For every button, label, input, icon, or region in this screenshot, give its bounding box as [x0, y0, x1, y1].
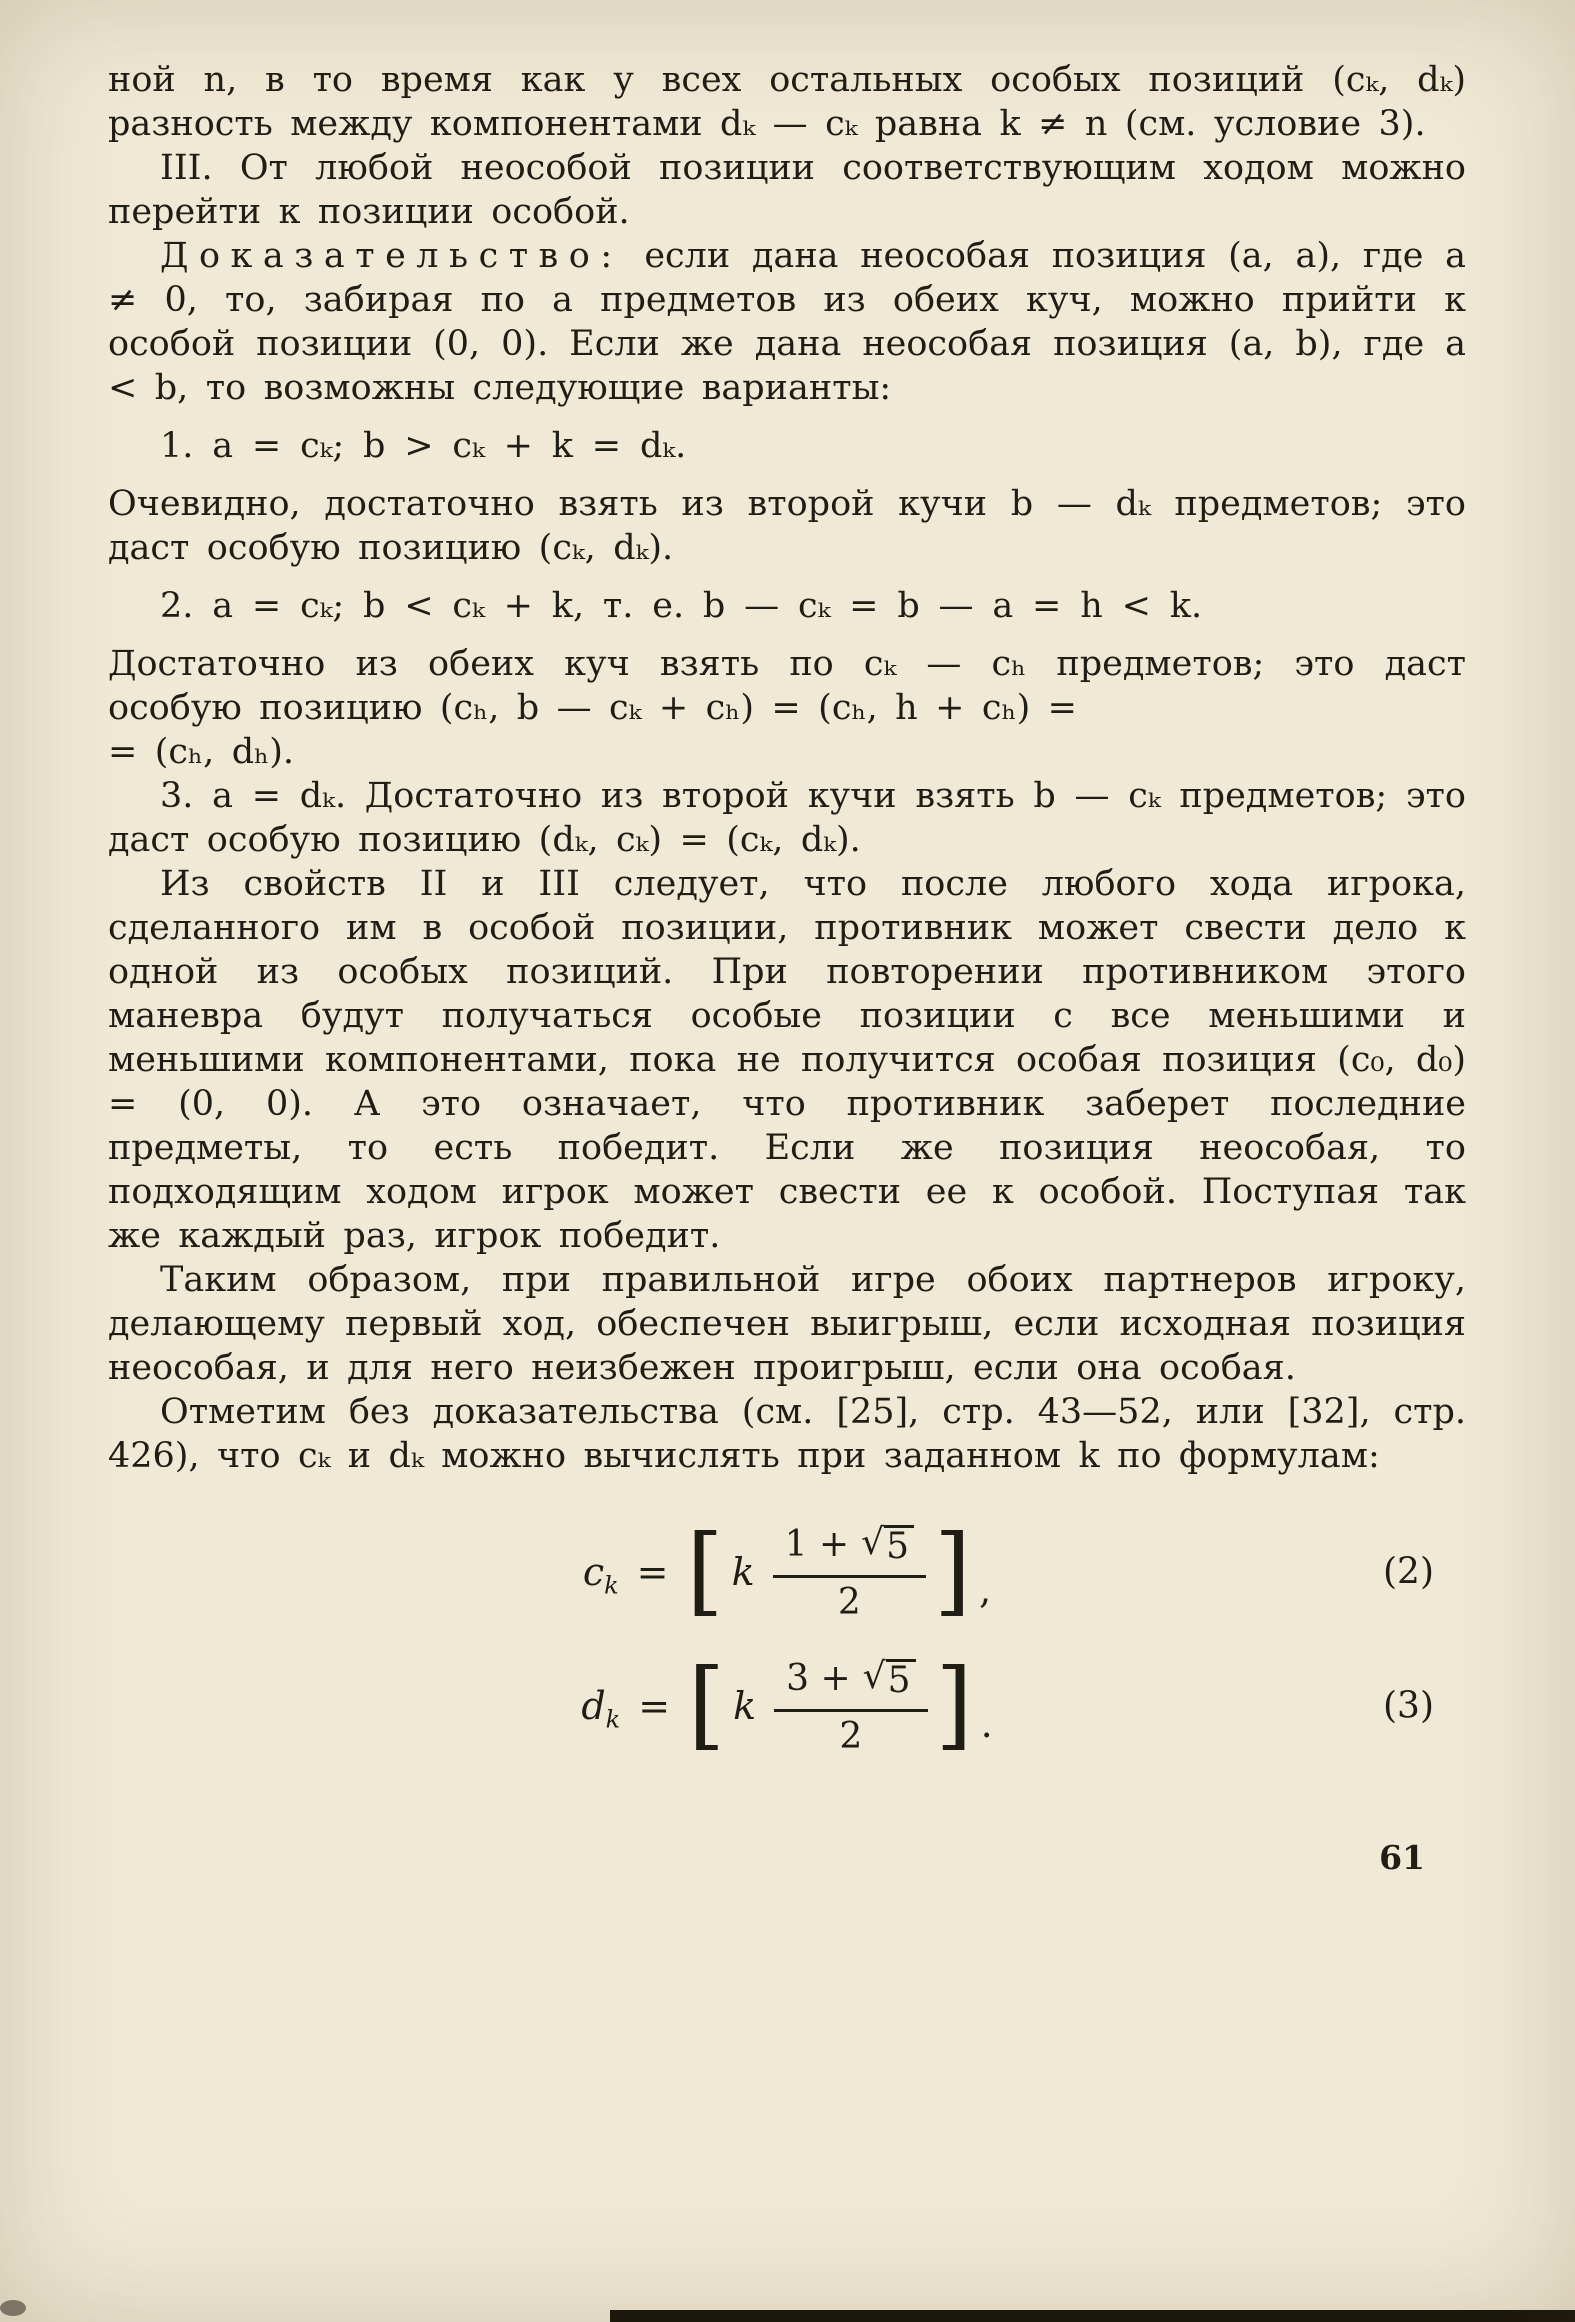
paragraph-formula-intro: Отметим без доказательства (см. [25], стр. 43—52, или [32], стр. 426), что cₖ и dₖ можно вычислять при заданном k по формулам:	[108, 1392, 1466, 1476]
proof-body: если дана неособая позиция (a, a), где a ≠ 0, то, забирая по a предметов из обеих куч, можно прийти к особой позиции (0, 0). Если же дана неособая позиция (a, b), где a < b, то возможны следующие варианты:	[108, 236, 1466, 408]
variable-d: d	[581, 1684, 606, 1728]
case-2-note-line2: = (cₕ, dₕ).	[108, 732, 295, 772]
variable-c: c	[582, 1550, 605, 1594]
equation-2	[108, 1512, 1466, 1632]
equals-sign: =	[638, 1684, 671, 1728]
equation-number: (3)	[1383, 1685, 1434, 1727]
left-bracket: [	[688, 1649, 726, 1762]
equation-2-lhs	[582, 1550, 619, 1600]
equation-number: (2)	[1383, 1551, 1434, 1593]
coefficient-k: k	[733, 1684, 757, 1728]
equals-sign: =	[636, 1550, 669, 1594]
punctuation-period: .	[980, 1702, 993, 1746]
paragraph-case-3: 3. a = dₖ. Достаточно из второй кучи взять b — cₖ предметов; это даст особую позицию (dₖ, cₖ) = (cₖ, dₖ).	[108, 776, 1466, 860]
page-number: 61	[1379, 1838, 1425, 1877]
coefficient-k: k	[731, 1550, 755, 1594]
page-text-column	[108, 58, 1466, 1780]
right-bracket: ]	[935, 1649, 973, 1762]
fraction-denominator: 2	[839, 1716, 863, 1757]
radical-sign: √	[862, 1656, 886, 1697]
paragraph-proof	[108, 234, 1466, 410]
case-1-line: 1. a = cₖ; b > cₖ + k = dₖ.	[160, 426, 687, 466]
left-bracket: [	[686, 1515, 724, 1628]
right-bracket: ]	[934, 1515, 972, 1628]
radicand: 5	[884, 1525, 914, 1565]
numerator-left: 3 +	[786, 1658, 851, 1699]
case-2-note-line1: Достаточно из обеих куч взять по cₖ — cₕ предметов; это даст особую позицию (cₕ, b — cₖ + cₕ) = (cₕ, h + cₕ) =	[108, 644, 1466, 728]
paragraph-conclusion-1: Из свойств II и III следует, что после любого хода игрока, сделанного им в особой позиции, противник может свести дело к одной из особых позиций. При повторении противником этого маневра будут получаться особые позиции с все меньшими и меньшими компонентами, пока не получится особая позиция (c₀, d₀) = (0, 0). А это означает, что противник заберет последние предметы, то есть победит. Если же позиция неособая, то подходящим ходом игрок может свести ее к особой. Поступая так же каждый раз, игрок победит.	[108, 864, 1466, 1256]
equation-3-lhs	[581, 1684, 621, 1734]
paragraph-conclusion-2: Таким образом, при правильной игре обоих партнеров игроку, делающему первый ход, обеспечен выигрыш, если исходная позиция неособая, и для него неизбежен проигрыш, если она особая.	[108, 1260, 1466, 1388]
paragraph-case-2-note	[108, 642, 1466, 774]
scan-artifact-smudge	[0, 2300, 26, 2316]
numerator-left: 1 +	[784, 1524, 850, 1565]
subscript-k: k	[604, 1571, 619, 1600]
fraction-denominator: 2	[837, 1582, 861, 1623]
formula-block	[108, 1512, 1466, 1766]
equation-3	[108, 1646, 1466, 1766]
punctuation-comma: ,	[979, 1568, 992, 1612]
paragraph-continuation: ной n, в то время как у всех остальных особых позиций (cₖ, dₖ) разность между компонентами dₖ — cₖ равна k ≠ n (см. условие 3).	[108, 60, 1466, 144]
radical-sign: √	[861, 1522, 885, 1563]
fraction	[774, 1657, 927, 1755]
fraction-numerator	[773, 1523, 926, 1578]
fraction-numerator	[774, 1657, 927, 1712]
case-2-line: 2. a = cₖ; b < cₖ + k, т. е. b — cₖ = b — a = h < k.	[160, 586, 1203, 626]
fraction	[773, 1523, 926, 1621]
proof-lead: Доказательство:	[160, 236, 623, 276]
paragraph-property-iii: III. От любой неособой позиции соответствующим ходом можно перейти к позиции особой.	[108, 148, 1466, 232]
radicand: 5	[886, 1659, 916, 1699]
paragraph-case-1-note: Очевидно, достаточно взять из второй кучи b — dₖ предметов; это даст особую позицию (cₖ, dₖ).	[108, 484, 1466, 568]
scan-artifact-bottom-edge	[610, 2310, 1575, 2322]
subscript-k: k	[605, 1705, 621, 1734]
